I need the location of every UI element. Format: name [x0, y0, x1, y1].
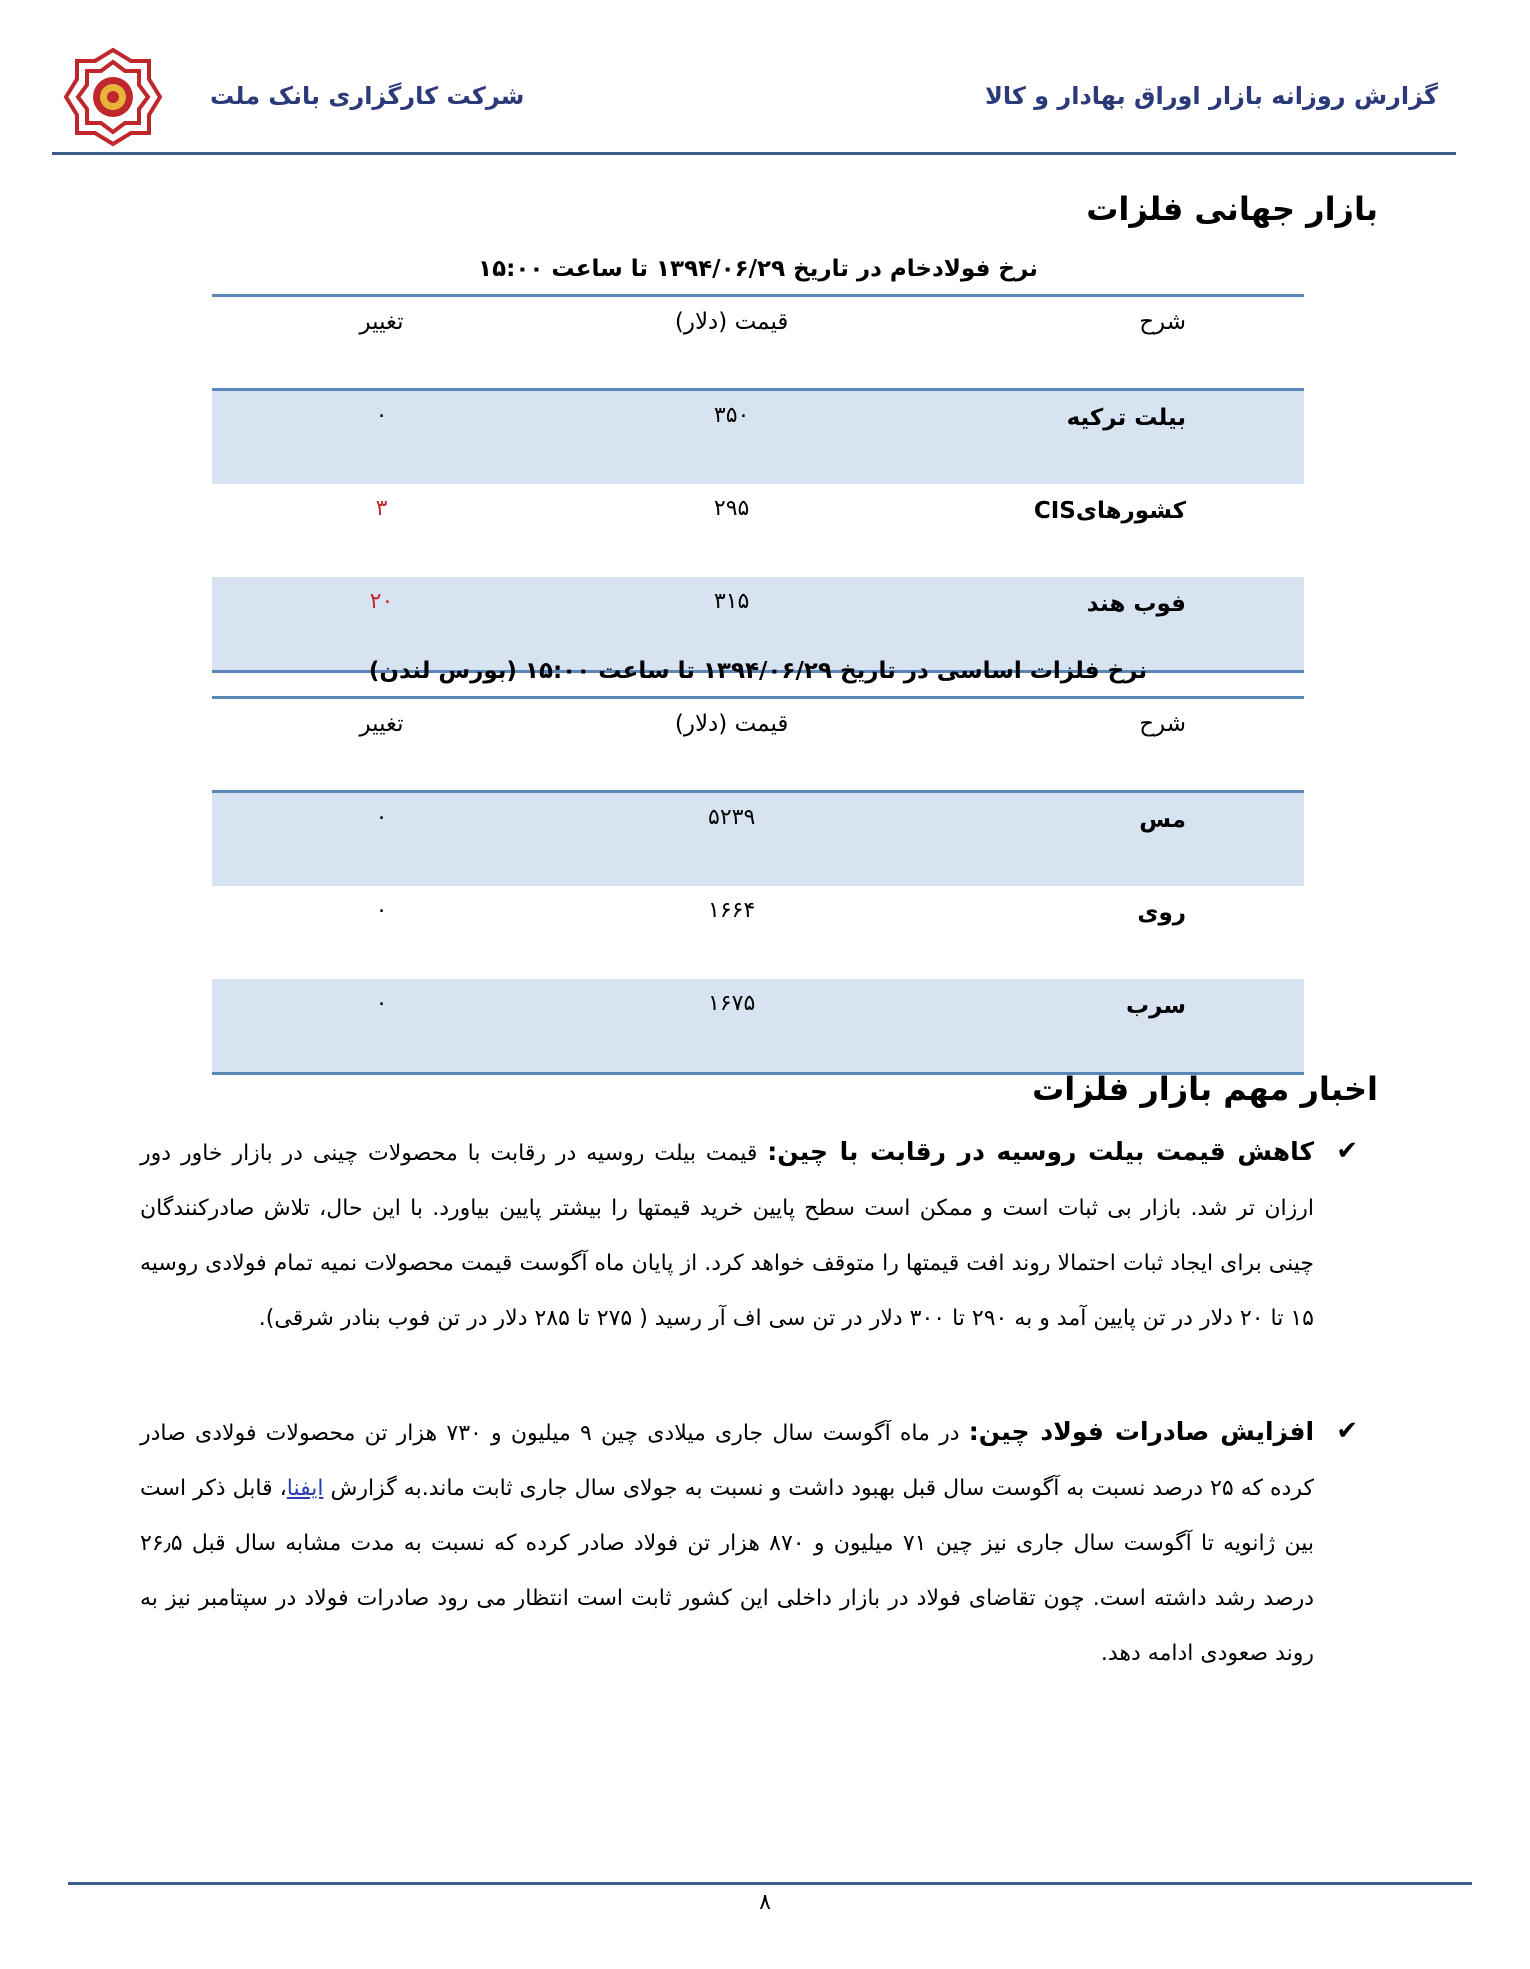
news-item	[140, 1404, 1358, 1681]
column-header-description: شرح	[912, 698, 1304, 792]
row-price: ۳۵۰	[551, 390, 912, 485]
report-title: گزارش روزانه بازار اوراق بهادار و کالا	[984, 82, 1438, 110]
column-header-price: قیمت (دلار)	[551, 296, 912, 390]
row-change: ۰	[212, 390, 551, 485]
row-price: ۲۹۵	[713, 496, 750, 521]
footer-divider	[68, 1882, 1472, 1885]
news-paragraph	[140, 1124, 1314, 1346]
column-header-price: قیمت (دلار)	[551, 698, 912, 792]
column-header-change: تغییر	[212, 698, 551, 792]
section-title-metals-news: اخبار مهم بازار فلزات	[1032, 1070, 1378, 1108]
base-metals-price-table	[212, 696, 1304, 1075]
row-name: فوب هند	[912, 577, 1304, 672]
row-name: مس	[912, 792, 1304, 887]
news-text: قیمت بیلت روسیه در رقابت با محصولات چینی در بازار خاور دور ارزان تر شد. بازار بی ثبات است و ممکن است سطح پایین خرید قیمتها را بیشتر پایین بیاورد. با این حال، تلاش صادرکنندگان چینی برای ایجاد ثبات احتمالا روند افت قیمتها را متوقف خواهد کرد. از پایان ماه آگوست قیمت محصولات نمیه تمام فولادی روسیه ۱۵ تا ۲۰ دلار در تن پایین آمد و به ۲۹۰ تا ۳۰۰ دلار در تن سی اف آر رسید ( ۲۷۵ تا ۲۸۵ دلار در تن فوب بنادر شرقی).	[140, 1141, 1314, 1331]
row-name: سرب	[912, 979, 1304, 1074]
table-row	[212, 390, 1304, 485]
table-caption-steel: نرخ فولادخام در تاریخ ۱۳۹۴/۰۶/۲۹ تا ساعت ۱۵:۰۰	[478, 256, 1038, 282]
row-price: ۵۲۳۹	[551, 792, 912, 887]
column-header-change: تغییر	[212, 296, 551, 390]
column-header-description: شرح	[912, 296, 1304, 390]
section-title-global-metals: بازار جهانی فلزات	[1086, 190, 1378, 228]
table-row	[212, 886, 1304, 979]
company-name: شرکت کارگزاری بانک ملت	[210, 82, 525, 110]
row-price: ۱۶۶۴	[708, 898, 756, 923]
row-name: بیلت ترکیه	[912, 390, 1304, 485]
header-divider	[52, 152, 1456, 155]
row-name: روی	[1137, 900, 1186, 926]
table-row	[212, 979, 1304, 1074]
checkmark-icon: ✔	[1336, 1136, 1358, 1166]
row-price: ۱۶۷۵	[551, 979, 912, 1074]
checkmark-icon: ✔	[1336, 1416, 1358, 1446]
row-change: ۰	[212, 792, 551, 887]
row-change: ۰	[212, 979, 551, 1074]
table-caption-base-metals: نرخ فلزات اساسی در تاریخ ۱۳۹۴/۰۶/۲۹ تا ساعت ۱۵:۰۰ (بورس لندن)	[368, 658, 1148, 684]
news-paragraph	[140, 1404, 1314, 1681]
news-headline: کاهش قیمت بیلت روسیه در رقابت با چین:	[767, 1137, 1314, 1166]
source-link[interactable]: ایفنا	[286, 1476, 324, 1501]
row-name: کشورهایCIS	[1033, 498, 1186, 524]
table-row	[212, 792, 1304, 887]
news-text: در ماه آگوست سال جاری میلادی چین ۹ میلیون و ۷۳۰ هزار تن محصولات فولادی صادر کرده که ۲۵ درصد نسبت به آگوست سال قبل بهبود داشت و نسبت به جولای سال جاری ثابت ماند.به گزارش	[140, 1421, 1314, 1501]
bank-mellat-logo	[63, 47, 163, 147]
row-change: ۲۰	[212, 577, 551, 672]
row-price: ۳۱۵	[551, 577, 912, 672]
news-item	[140, 1124, 1358, 1346]
page-number: ۸	[759, 1890, 771, 1915]
table-header-row	[212, 296, 1304, 390]
row-change: ۰	[375, 898, 388, 923]
row-change: ۳	[375, 496, 388, 521]
news-headline: افزایش صادرات فولاد چین:	[968, 1417, 1315, 1446]
steel-price-table	[212, 294, 1304, 673]
table-header-row	[212, 698, 1304, 792]
news-text: ، قابل ذکر است بین ژانویه تا آگوست سال جاری نیز چین ۷۱ میلیون و ۸۷۰ هزار تن فولاد صادر کرده که نسبت به مدت مشابه سال قبل ۲۶٫۵ درصد رشد داشته است. چون تقاضای فولاد در بازار داخلی این کشور ثابت است انتظار می رود صادرات فولاد در سپتامبر نیز به روند صعودی ادامه دهد.	[140, 1476, 1314, 1666]
table-row	[212, 484, 1304, 577]
